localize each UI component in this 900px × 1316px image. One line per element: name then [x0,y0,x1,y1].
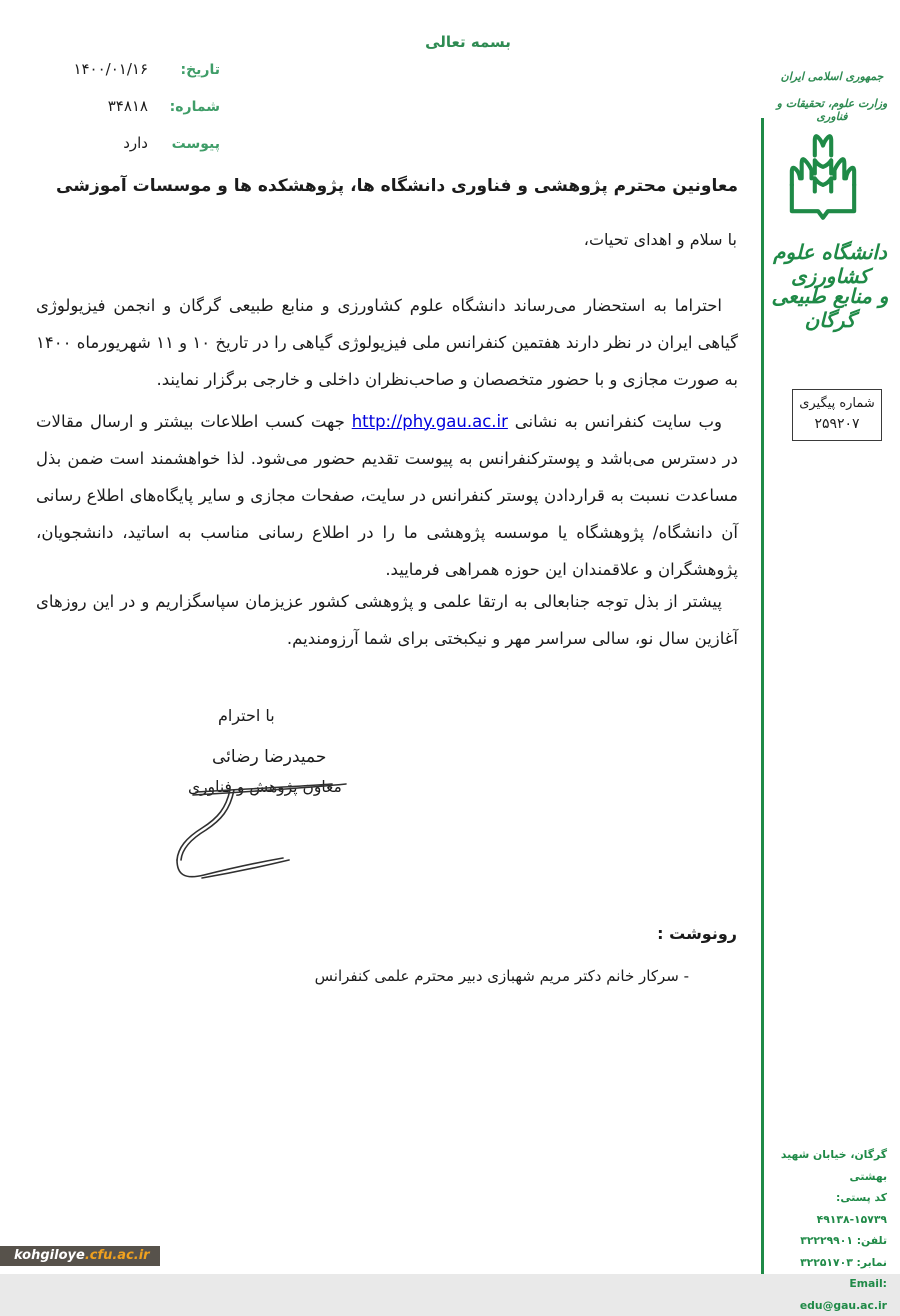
signer-name: حمیدرضا رضائی [212,747,327,767]
number-label: شماره: [169,99,220,115]
university-name-line1: دانشگاه علوم کشاورزی [773,240,887,288]
contact-postal-code: کد پستی: ۱۵۷۳۹-۴۹۱۳۸ [816,1191,887,1226]
handwritten-signature [146,768,398,900]
university-name-line2: و منابع طبیعی گرگان [771,284,889,332]
closing-line: با احترام [218,706,275,725]
salutation-line: با سلام و اهدای تحیات، [583,230,737,249]
paragraph-website-after: جهت کسب اطلاعات بیشتر و ارسال مقالات در دسترس می‌باشد و پوسترکنفرانس به پیوست تقدیم حضور می‌شود. لذا خواهشمند است ضمن بذل مساعدت نسبت به قراردادن پوستر کنفرانس در سایت، صفحات مجازی و سایر پایگاه‌های اطلاع رسانی آن دانشگاه/ پژوهشگاه یا موسسه پژوهشی ما را در اطلاع رسانی مناسب به اساتید، دانشجویان، پژوهشگران و علاقمندان این حوزه همراهی فرمایید. [36,411,738,579]
paragraph-website-before: وب سایت کنفرانس به نشانی [507,411,722,431]
tracking-number-value: ۲۵۹۲۰۷ [814,416,860,432]
watermark-site-name: kohgiloye [14,1248,85,1263]
besmele-heading: بسمه تعالی [425,33,511,51]
watermark-site-suffix: .cfu.ac.ir [84,1248,150,1263]
attachment-value: دارد [123,134,148,152]
contact-email: Email: edu@gau.ac.ir [799,1277,887,1312]
contact-fax: نمابر: ۳۲۲۵۱۷۰۳ [800,1255,887,1269]
tracking-number-label: شماره پیگیری [799,396,875,411]
date-label: تاریخ: [180,62,220,78]
recipient-line: معاونین محترم پژوهشی و فناوری دانشگاه ها، پژوهشکده ها و موسسات آموزشی [56,176,738,196]
tracking-number-box [792,389,882,441]
date-value: ۱۴۰۰/۰۱/۱۶ [73,60,148,78]
cc-item: - سرکار خانم دکتر مریم شهبازی دبیر محترم علمی کنفرانس [314,967,689,985]
conference-website-link[interactable]: http://phy.gau.ac.ir [351,411,508,431]
letterhead-contact-block [763,1144,887,1316]
paragraph-announcement: احتراما به استحضار می‌رساند دانشگاه علوم کشاورزی و منابع طبیعی گرگان و انجمن فیزیولوژی گیاهی ایران در نظر دارند هفتمین کنفرانس ملی فیزیولوژی گیاهی را در تاریخ ۱۰ و ۱۱ شهریورماه ۱۴۰۰ به صورت مجازی و با حضور متخصصان و صاحب‌نظران داخلی و خارجی برگزار نمایند. [36,295,738,389]
government-line: جمهوری اسلامی ایران [780,70,884,83]
ministry-line: وزارت علوم، تحقیقات و فناوری [776,97,888,123]
site-watermark [0,1246,160,1266]
number-value: ۳۴۸۱۸ [107,97,148,115]
paragraph-website [36,403,738,588]
paragraph-thanks: پیشتر از بذل توجه جنابعالی به ارتقا علمی و پژوهشی کشور عزیزمان سپاسگزاریم و در این روزهای آغازین سال نو، سالی سراسر مهر و نیکبختی برای شما آرزومندیم. [36,591,738,648]
contact-address: گرگان، خیابان شهید بهشتی [780,1148,887,1183]
attachment-label: پیوست [171,136,220,152]
contact-phone: تلفن: ۳۲۲۲۹۹۰۱ [800,1234,887,1247]
letter-meta-block [38,60,220,171]
meta-row-number [38,97,220,134]
meta-row-attachment [38,134,220,171]
university-logo-icon [782,130,864,230]
signer-title: معاون پژوهش و فناوری [188,778,342,796]
cc-heading: رونوشت : [657,924,737,943]
meta-row-date [38,60,220,97]
